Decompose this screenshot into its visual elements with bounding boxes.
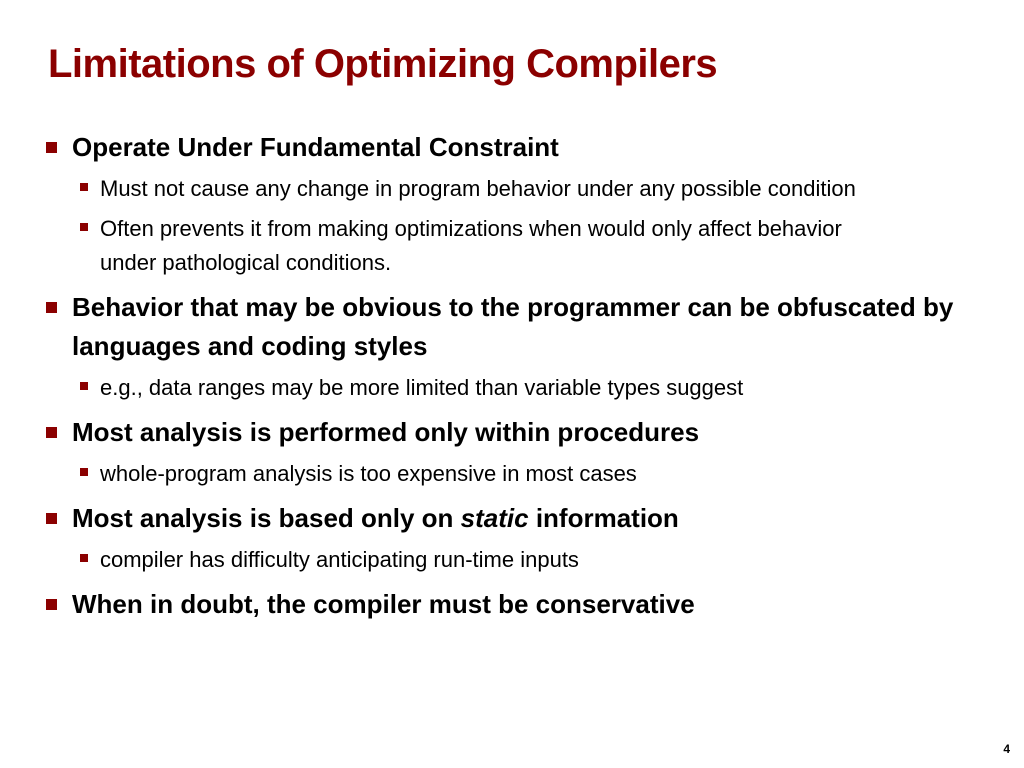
bullet-fundamental-constraint (44, 128, 984, 280)
bullet-text-before: Most analysis is based only on (72, 503, 461, 533)
bullet-static-information (44, 499, 984, 577)
sub-bullet-text: whole-program analysis is too expensive in most cases (100, 461, 637, 486)
bullet-list (44, 128, 984, 624)
square-bullet-icon (46, 142, 57, 153)
bullet-conservative (44, 585, 984, 624)
sub-bullet-list (72, 172, 984, 280)
sub-bullet (72, 457, 900, 491)
bullet-within-procedures (44, 413, 984, 491)
bullet-text-emphasis: static (460, 503, 529, 533)
sub-bullet (72, 212, 900, 280)
sub-bullet-text: Must not cause any change in program behavior under any possible condition (100, 176, 856, 201)
bullet-text: Behavior that may be obvious to the programmer can be obfuscated by languages and coding styles (72, 292, 954, 361)
sub-bullet-text: compiler has difficulty anticipating run-time inputs (100, 547, 579, 572)
sub-bullet-list (72, 457, 984, 491)
small-square-bullet-icon (80, 468, 88, 476)
bullet-obfuscated-behavior (44, 288, 984, 405)
sub-bullet-list (72, 371, 984, 405)
square-bullet-icon (46, 302, 57, 313)
small-square-bullet-icon (80, 382, 88, 390)
bullet-text: Most analysis is performed only within procedures (72, 417, 700, 447)
slide-title: Limitations of Optimizing Compilers (48, 42, 718, 86)
square-bullet-icon (46, 427, 57, 438)
page-number: 4 (1003, 742, 1010, 756)
small-square-bullet-icon (80, 554, 88, 562)
bullet-text-after: information (528, 503, 679, 533)
small-square-bullet-icon (80, 183, 88, 191)
square-bullet-icon (46, 513, 57, 524)
sub-bullet (72, 172, 900, 206)
sub-bullet (72, 543, 900, 577)
square-bullet-icon (46, 599, 57, 610)
sub-bullet-text: e.g., data ranges may be more limited than variable types suggest (100, 375, 744, 400)
sub-bullet-list (72, 543, 984, 577)
sub-bullet (72, 371, 900, 405)
bullet-text: Operate Under Fundamental Constraint (72, 132, 559, 162)
sub-bullet-text: Often prevents it from making optimizations when would only affect behavior under pathological conditions. (100, 216, 842, 275)
small-square-bullet-icon (80, 223, 88, 231)
bullet-text: When in doubt, the compiler must be conservative (72, 589, 695, 619)
